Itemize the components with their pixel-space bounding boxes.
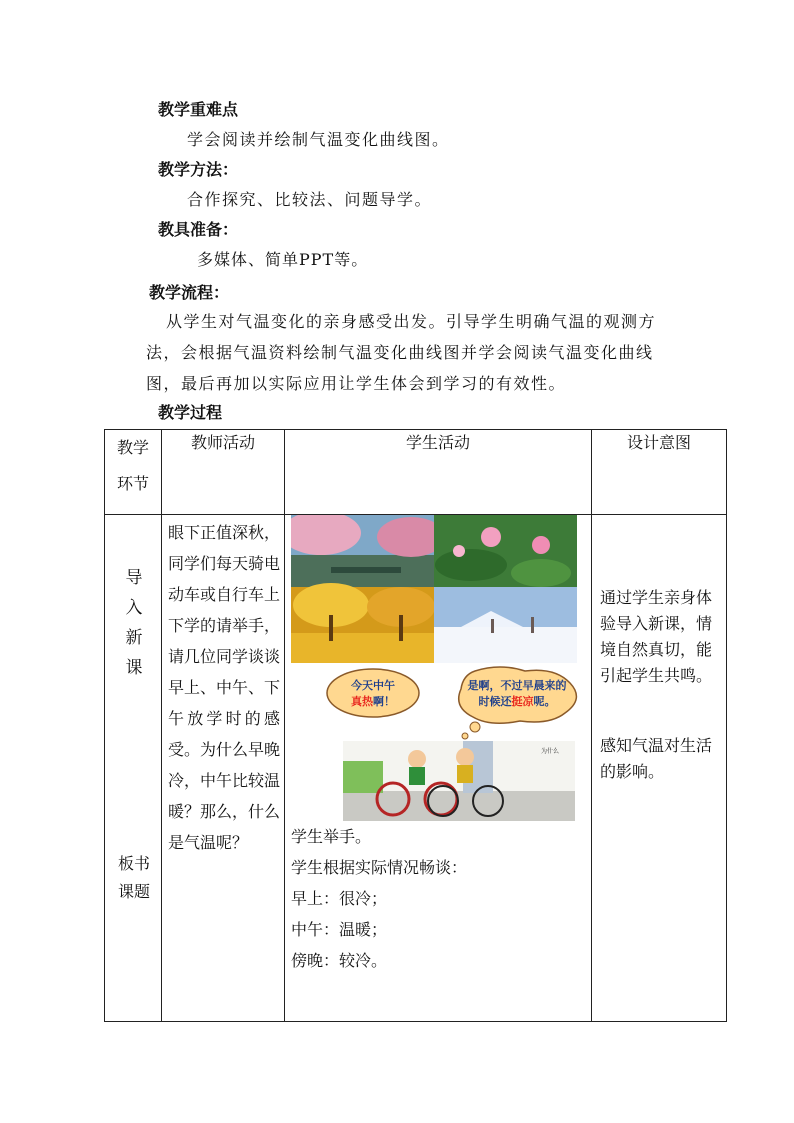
bubble-left-hot: 真热 <box>351 696 373 708</box>
season-photo-collage <box>291 515 577 663</box>
header-intent: 设计意图 <box>592 430 727 515</box>
flow-heading: 教学流程： <box>149 283 230 302</box>
difficulty-heading: 教学重难点 <box>158 100 239 119</box>
stage-cell <box>105 515 162 1022</box>
student-activity-text <box>291 821 467 976</box>
list-item: 学生根据实际情况畅谈： <box>291 858 468 877</box>
intent-2: 感知气温对生活的影响。 <box>600 736 713 781</box>
header-student: 学生活动 <box>285 430 592 515</box>
list-item: 傍晚：较冷。 <box>291 951 388 970</box>
flow-paragraph: 从学生对气温变化的亲身感受出发。引导学生明确气温的观测方法，会根据气温资料绘制气温变化曲线图并学会阅读气温变化曲线图，最后再加以实际应用让学生体会到学习的有效性。 <box>146 312 657 393</box>
header-teacher: 教师活动 <box>162 430 285 515</box>
svg-text:时候还挺凉呢。 <box>479 694 556 708</box>
list-item: 中午：温暖； <box>291 920 388 939</box>
header-stage <box>105 430 162 515</box>
bubble-right-line1: 是啊，不过早晨来的 <box>467 680 567 692</box>
difficulty-text: 学会阅读并绘制气温变化曲线图。 <box>187 130 450 149</box>
cycling-children-illustration <box>343 741 575 821</box>
list-item: 学生举手。 <box>291 827 372 846</box>
header-stage-line1: 教学 <box>116 438 149 457</box>
cartoon-caption: 为什么 <box>541 749 560 755</box>
tools-heading: 教具准备： <box>158 220 239 239</box>
bubble-right-cool: 挺凉 <box>511 696 534 708</box>
header-stage-line2: 环节 <box>116 474 149 493</box>
table-header-row <box>105 430 727 515</box>
bubble-right-pre: 时候还 <box>478 696 512 708</box>
tools-text: 多媒体、简单PPT等。 <box>197 250 369 269</box>
list-item: 早上：很冷； <box>291 889 388 908</box>
teacher-cell: 眼下正值深秋，同学们每天骑电动车或自行车上下学的请举手，请几位同学谈谈早上、中午、下午放学时的感受。为什么早晚冷，中午比较温暖？那么，什么是气温呢？ <box>162 515 285 1022</box>
intent-text <box>600 585 724 785</box>
method-heading: 教学方法： <box>158 160 239 179</box>
bubble-right-end: 呢。 <box>533 696 556 708</box>
intent-cell <box>592 515 727 1022</box>
bubble-left-line1: 今天中午 <box>351 680 395 692</box>
intent-1: 通过学生亲身体验导入新课，情境自然真切，能引起学生共鸣。 <box>600 588 713 685</box>
svg-text:真热啊！ <box>351 694 395 708</box>
bubble-left-end: 啊！ <box>373 696 395 708</box>
method-text: 合作探究、比较法、问题导学。 <box>187 190 433 209</box>
stage-main: 导入新课 <box>125 568 143 678</box>
speech-bubbles <box>325 663 585 741</box>
process-heading: 教学过程 <box>158 403 223 422</box>
student-cell <box>285 515 592 1022</box>
lesson-process-table <box>104 429 727 1022</box>
table-row <box>105 515 727 1022</box>
stage-sub: 板书课题 <box>117 854 150 901</box>
